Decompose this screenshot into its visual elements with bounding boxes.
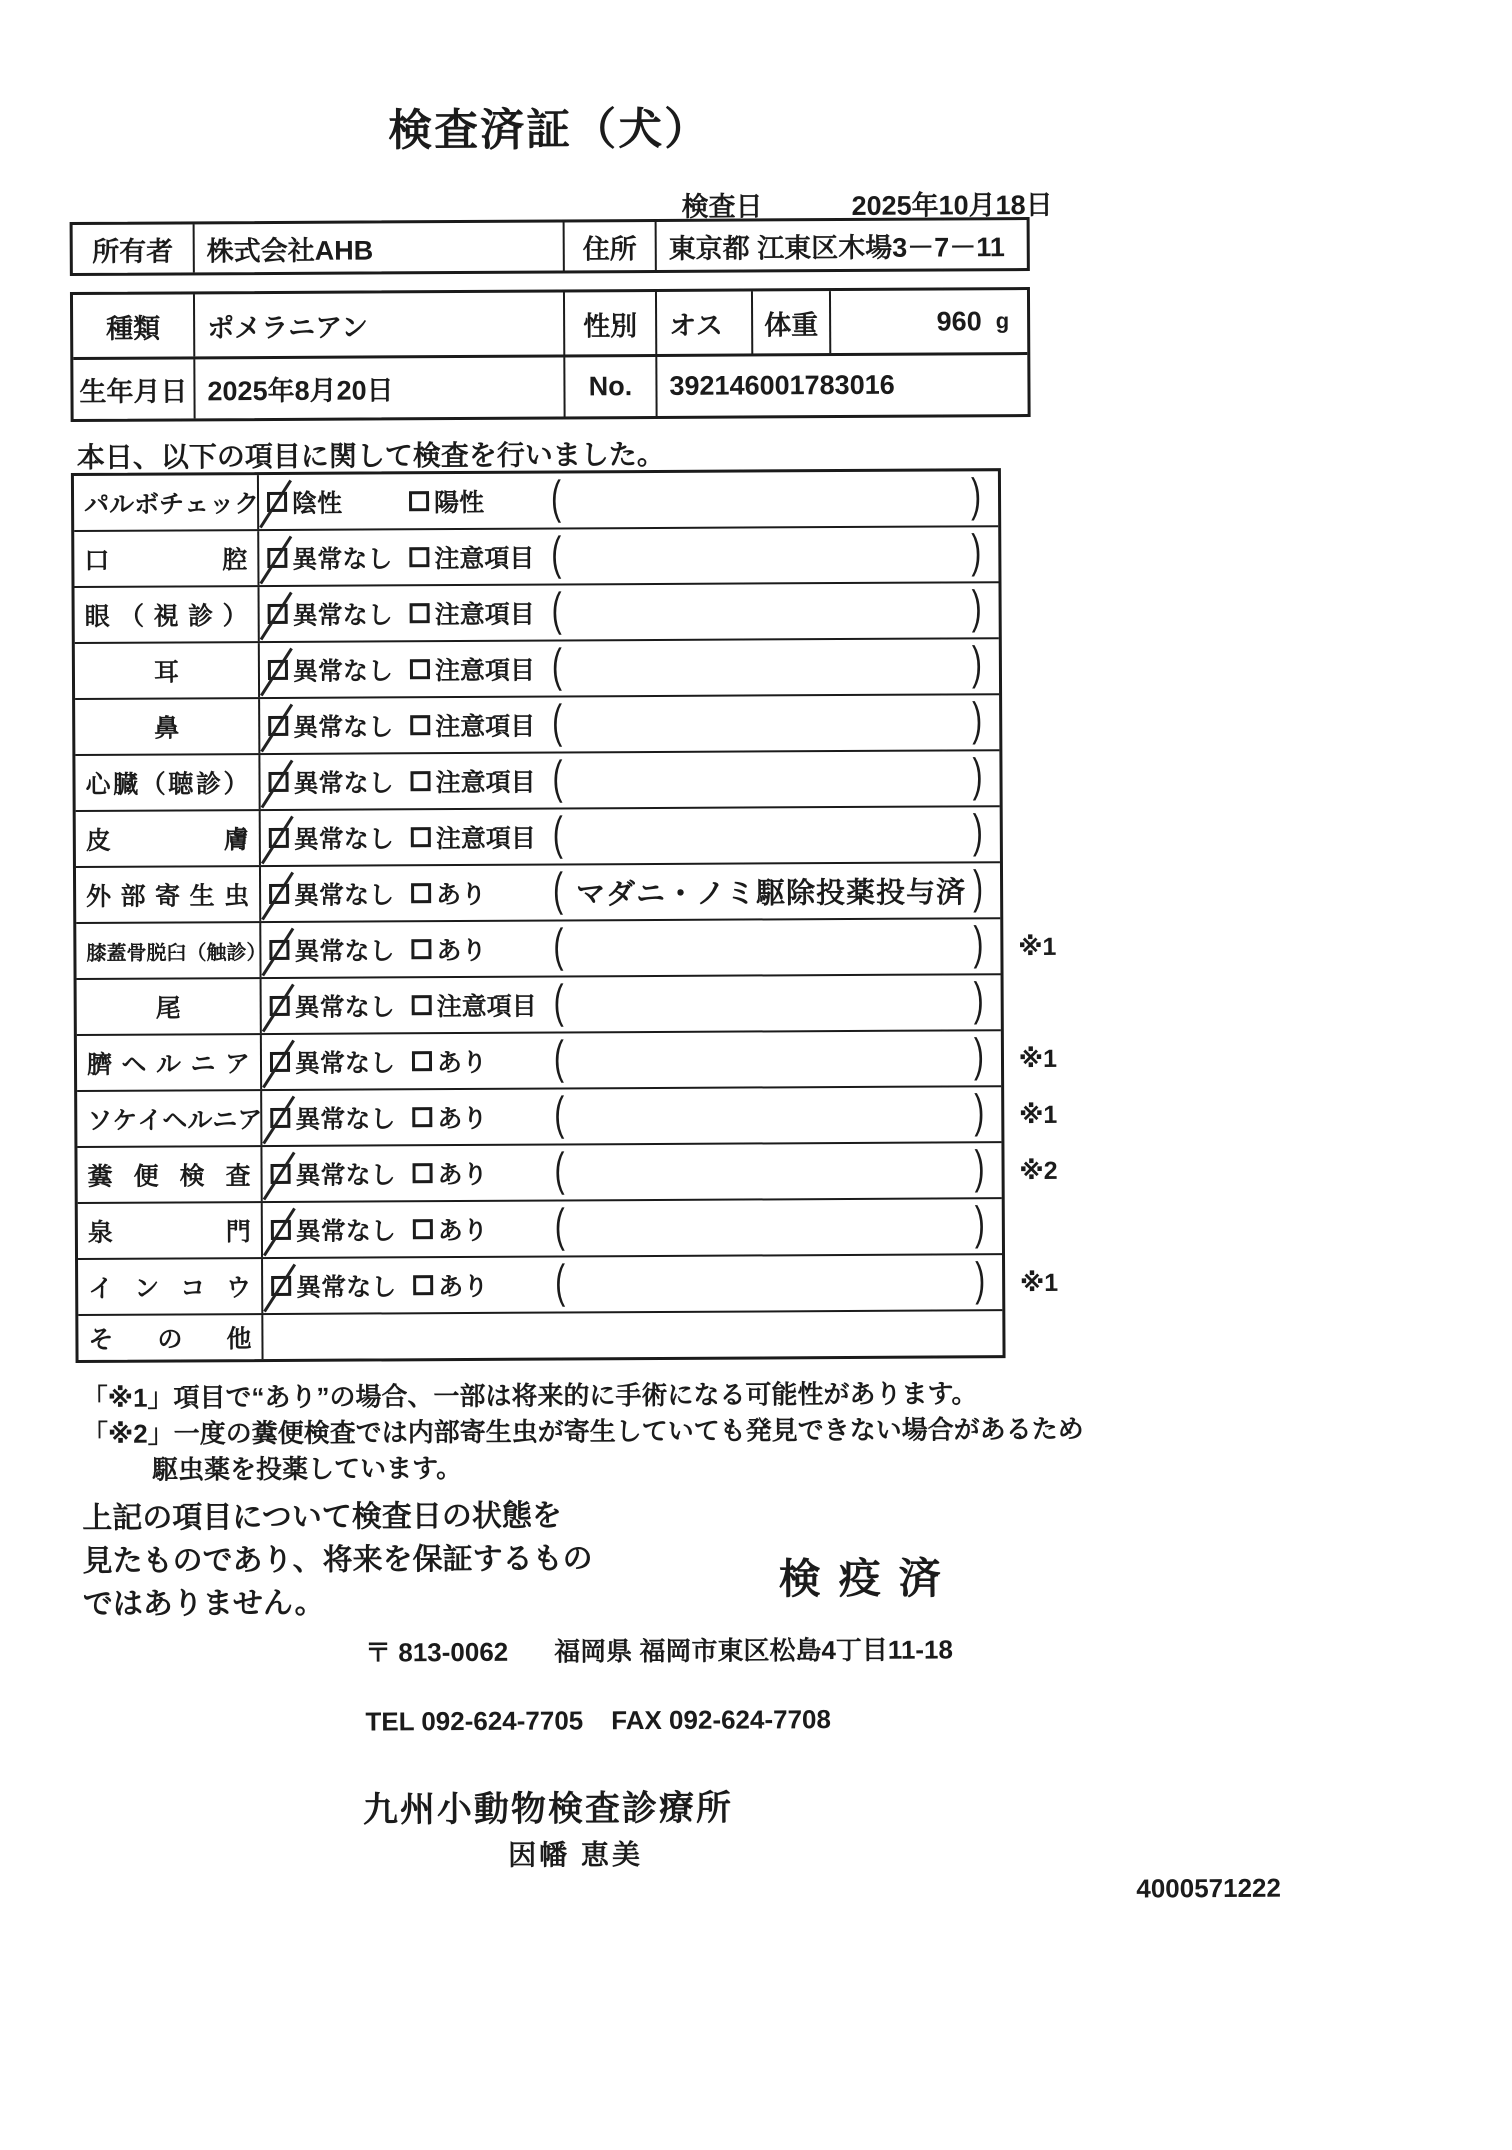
- owner-label: 所有者: [92, 236, 174, 267]
- option-label: あり: [438, 1272, 489, 1302]
- option: [411, 819, 536, 856]
- paren-close: ): [974, 1086, 985, 1138]
- paren-open: (: [553, 976, 564, 1028]
- paren-close: ): [970, 470, 982, 522]
- inspection-row: [77, 975, 1001, 1036]
- reference-mark: ※1: [1018, 1100, 1058, 1130]
- paren-open: (: [552, 696, 563, 748]
- remark-text: [573, 834, 969, 836]
- option-label: 異常なし: [294, 993, 395, 1022]
- inspection-row: [76, 918, 1057, 980]
- quarantine-stamp: 検疫済: [778, 1554, 959, 1603]
- paren-close: ): [972, 862, 984, 914]
- inspection-row: [76, 863, 1000, 924]
- weight-label: 体重: [751, 291, 829, 353]
- inspection-row: [78, 1311, 1002, 1360]
- option: [409, 483, 484, 519]
- option: [413, 1211, 488, 1247]
- option-label: 注意項目: [435, 824, 536, 854]
- inspection-item-label: 泉 門: [78, 1203, 263, 1258]
- option-label: 陽性: [433, 488, 485, 518]
- inspection-row-body: [261, 863, 1000, 921]
- option: [270, 1099, 395, 1136]
- remark-text: [573, 778, 969, 780]
- inspection-row-body: [262, 1143, 1001, 1201]
- option-label: 異常なし: [295, 1217, 396, 1246]
- inspection-row-body: [260, 583, 999, 641]
- inspection-row-body: [261, 919, 1000, 977]
- option-label: 異常なし: [296, 1273, 397, 1302]
- pet-table: [70, 287, 1031, 422]
- reference-mark: ※1: [1019, 1268, 1059, 1298]
- checkbox-icon: [412, 1107, 432, 1127]
- remark-text: [574, 1002, 970, 1004]
- inspection-item-label: ソ ケ イ ヘ ル ニ ア: [77, 1091, 262, 1146]
- paren-open: (: [551, 528, 562, 580]
- birth-label: 生年月日: [79, 376, 188, 408]
- checkbox-checked-icon: [267, 492, 287, 512]
- option-label: 異常なし: [293, 825, 394, 854]
- serial-number: 4000571222: [1136, 1872, 1282, 1904]
- breed-value: ポメラニアン: [193, 292, 563, 356]
- remark-text: [575, 1282, 971, 1284]
- paren-open: (: [554, 1200, 565, 1252]
- inspection-row: [78, 1199, 1002, 1260]
- inspection-row: [74, 527, 998, 588]
- paren-open: (: [550, 472, 562, 524]
- option-label: あり: [437, 1216, 488, 1246]
- option-label: 注意項目: [435, 768, 536, 798]
- checkbox-checked-icon: [269, 940, 289, 960]
- option-label: 異常なし: [293, 769, 394, 798]
- reference-mark: ※1: [1018, 1044, 1058, 1074]
- paren-close: ): [972, 694, 983, 746]
- paren-open: (: [554, 1144, 565, 1196]
- inspection-row: [78, 1254, 1059, 1316]
- option: [269, 875, 394, 912]
- inspection-item-label: 尾: [77, 979, 262, 1034]
- option: [270, 1155, 395, 1192]
- inspection-row-body: [262, 1087, 1001, 1145]
- checkbox-checked-icon: [267, 548, 287, 568]
- weight-unit: g: [995, 308, 1010, 334]
- inspection-row: [76, 807, 1000, 868]
- paren-open: (: [552, 864, 564, 916]
- checkbox-icon: [410, 659, 430, 679]
- option-label: あり: [436, 936, 487, 966]
- option: [267, 484, 342, 520]
- birth-value: 2025年8月20日: [193, 357, 563, 418]
- option-label: 注意項目: [434, 600, 535, 630]
- examiner-name: 因幡 恵美: [508, 1839, 644, 1871]
- checkbox-checked-icon: [271, 1220, 291, 1240]
- option-label: あり: [437, 1160, 488, 1190]
- owner-address-label: 住所: [563, 222, 655, 270]
- reference-mark: ※1: [1018, 932, 1057, 962]
- inspection-item-label: イ ン コ ウ: [78, 1259, 263, 1314]
- paren-close: ): [973, 1030, 985, 1082]
- inspection-row: [75, 751, 999, 812]
- inspection-row-body: [262, 975, 1001, 1033]
- checkbox-checked-icon: [270, 996, 290, 1016]
- inspection-item-label: 外 部 寄 生 虫: [76, 867, 261, 922]
- option: [412, 1099, 487, 1135]
- checkbox-checked-icon: [268, 604, 288, 624]
- option-label: 注意項目: [435, 712, 536, 742]
- disclaimer-text: [82, 1494, 593, 1626]
- paren-close: ): [974, 1142, 985, 1194]
- option: [268, 595, 393, 632]
- inspection-item-label: 耳: [75, 643, 260, 698]
- inspection-row: [75, 583, 999, 644]
- no-label: No.: [563, 357, 655, 416]
- paren-close: ): [972, 806, 983, 858]
- remark-text: [572, 666, 968, 668]
- paren-open: (: [552, 808, 563, 860]
- option-label: あり: [436, 1048, 488, 1078]
- inspection-row-body: [261, 807, 1000, 865]
- paren-close: ): [971, 526, 982, 578]
- inspection-table: [71, 468, 1059, 1363]
- option: [268, 707, 393, 744]
- inspection-row-body: [263, 1311, 1002, 1359]
- inspection-item-label: 糞 便 検 査: [77, 1147, 262, 1202]
- checkbox-checked-icon: [270, 1052, 290, 1072]
- inspection-item-label: そ の 他: [78, 1315, 263, 1360]
- paren-open: (: [555, 1256, 566, 1308]
- checkbox-icon: [410, 603, 430, 623]
- inspection-date-label: 検査日: [681, 191, 763, 222]
- option-label: 異常なし: [295, 1105, 396, 1134]
- remark-text: マダニ・ノミ駆除投薬投与済: [576, 876, 967, 911]
- inspection-row-body: [259, 471, 998, 529]
- no-value: 392146001783016: [655, 355, 1027, 416]
- option: [412, 1043, 487, 1079]
- footnote-2-continued: 駆虫薬を投薬しています。: [152, 1453, 463, 1485]
- clinic-tel: TEL 092-624-7705: [365, 1705, 584, 1737]
- footnote-2: 「※2」一度の糞便検査では内部寄生虫が寄生していても発見できない場合があるため: [81, 1413, 1084, 1450]
- inspection-item-label: 心 臓 （ 聴 診 ）: [75, 755, 260, 810]
- option: [268, 651, 393, 688]
- pet-row-2: [73, 352, 1027, 419]
- inspection-item-label: 口 腔: [74, 531, 259, 586]
- paren-close: ): [974, 1198, 985, 1250]
- checkbox-checked-icon: [269, 828, 289, 848]
- option: [410, 707, 535, 744]
- option: [270, 1043, 395, 1080]
- inspection-row: [75, 639, 999, 700]
- paren-close: ): [973, 918, 984, 970]
- inspection-row-body: [260, 695, 999, 753]
- checkbox-icon: [409, 547, 429, 567]
- footnote-1: 「※1」項目で“あり”の場合、一部は将来的に手術になる可能性があります。: [81, 1378, 978, 1414]
- checkbox-icon: [413, 1219, 433, 1239]
- paren-open: (: [551, 640, 563, 692]
- inspection-row: [77, 1030, 1058, 1092]
- option: [411, 875, 486, 911]
- sex-value: オス: [655, 291, 751, 354]
- option-label: 異常なし: [292, 657, 394, 686]
- checkbox-icon: [413, 1163, 433, 1183]
- checkbox-icon: [413, 1275, 433, 1295]
- clinic-name: 九州小動物検査診療所: [362, 1788, 734, 1830]
- disclaimer-line-2: 見たものであり、将来を保証するもの: [82, 1542, 593, 1579]
- option: [413, 1267, 488, 1303]
- inspection-item-label: 臍 ヘ ル ニ ア: [77, 1035, 262, 1090]
- checkbox-icon: [412, 1051, 432, 1071]
- checkbox-checked-icon: [268, 772, 288, 792]
- checkbox-icon: [410, 771, 430, 791]
- remark-text: [572, 610, 968, 612]
- option-label: あり: [437, 1104, 488, 1134]
- paren-open: (: [553, 1032, 565, 1084]
- inspection-row: [77, 1142, 1058, 1204]
- checkbox-checked-icon: [268, 660, 288, 680]
- inspection-row-body: [260, 639, 999, 697]
- inspection-item-label: 皮 膚: [76, 811, 261, 866]
- weight-value: [829, 290, 1027, 353]
- disclaimer-line-3: ではありません。: [82, 1586, 325, 1622]
- remark-text: [574, 1114, 970, 1116]
- remark-text: [572, 722, 968, 724]
- owner-value: 株式会社AHB: [193, 222, 563, 272]
- remark-text: [574, 1058, 970, 1060]
- remark-text: [573, 946, 969, 948]
- option: [268, 763, 393, 800]
- clinic-address: 福岡県 福岡市東区松島4丁目11-18: [554, 1634, 954, 1667]
- inspection-item-label: パ ル ボ チ ェ ッ ク: [74, 475, 259, 530]
- paren-close: ): [971, 582, 982, 634]
- sex-label: 性別: [563, 292, 655, 354]
- weight-number: 960: [936, 305, 982, 337]
- disclaimer-line-1: 上記の項目について検査日の状態を: [82, 1499, 562, 1536]
- option: [269, 819, 394, 856]
- owner-row: [73, 220, 1027, 273]
- checkbox-checked-icon: [271, 1164, 291, 1184]
- option-label: 異常なし: [292, 545, 393, 574]
- option: [412, 1155, 487, 1191]
- paren-close: ): [973, 974, 984, 1026]
- checkbox-checked-icon: [270, 1108, 290, 1128]
- option: [270, 987, 395, 1024]
- option: [411, 931, 486, 967]
- checkbox-icon: [411, 827, 431, 847]
- checkbox-icon: [409, 491, 429, 511]
- paren-close: ): [972, 750, 983, 802]
- inspection-row-body: [263, 1199, 1002, 1257]
- inspection-row-body: [259, 527, 998, 585]
- remark-text: [575, 1226, 971, 1228]
- inspection-row: [77, 1086, 1058, 1148]
- paren-close: ): [971, 638, 983, 690]
- option: [409, 539, 534, 576]
- pet-row-1: [73, 290, 1027, 357]
- page-title: 検査済証（犬）: [387, 104, 711, 156]
- option: [269, 931, 394, 968]
- clinic-contact-line: [365, 1704, 831, 1737]
- option: [410, 763, 535, 800]
- intro-text: 本日、以下の項目に関して検査を行いました。: [76, 438, 665, 474]
- reference-mark: ※2: [1019, 1156, 1058, 1186]
- option-label: 異常なし: [292, 601, 393, 630]
- paren-open: (: [551, 584, 562, 636]
- remark-text: [575, 1170, 971, 1172]
- checkbox-icon: [412, 995, 432, 1015]
- checkbox-checked-icon: [271, 1276, 291, 1296]
- option: [410, 595, 535, 632]
- inspection-row-body: [263, 1255, 1002, 1313]
- remark-text: [571, 554, 967, 556]
- owner-table: [70, 217, 1030, 276]
- option: [410, 651, 535, 688]
- option-label: 異常なし: [294, 1049, 396, 1078]
- remark-text: [571, 498, 967, 500]
- owner-address-value: 東京都 江東区木場3－7－11: [655, 220, 1027, 270]
- paren-open: (: [552, 752, 563, 804]
- option-label: 陰性: [291, 489, 343, 518]
- paren-close: ): [975, 1254, 986, 1306]
- inspection-item-label: 眼 （ 視 診 ）: [75, 587, 260, 642]
- option-label: 異常なし: [294, 881, 395, 910]
- inspection-date-value: 2025年10月18日: [851, 189, 1053, 221]
- option-label: 異常なし: [294, 937, 395, 966]
- option-label: 注意項目: [434, 656, 536, 686]
- option: [412, 987, 537, 1024]
- inspection-item-label: 膝 蓋 骨 脱 臼 （ 触 診 ）: [76, 923, 261, 978]
- inspection-row-body: [262, 1031, 1001, 1089]
- paren-open: (: [553, 920, 564, 972]
- checkbox-icon: [410, 715, 430, 735]
- clinic-fax: FAX 092-624-7708: [611, 1704, 832, 1736]
- checkbox-icon: [411, 939, 431, 959]
- checkbox-checked-icon: [268, 716, 288, 736]
- breed-label: 種類: [106, 313, 161, 344]
- inspection-row: [74, 471, 998, 532]
- option-label: あり: [436, 880, 487, 910]
- inspection-row-body: [260, 751, 999, 809]
- option: [267, 539, 392, 576]
- checkbox-checked-icon: [269, 884, 289, 904]
- checkbox-icon: [411, 883, 431, 903]
- option-label: 注意項目: [436, 992, 537, 1022]
- option: [271, 1267, 396, 1304]
- clinic-address-line: [365, 1629, 953, 1669]
- option-label: 注意項目: [434, 544, 535, 574]
- paren-open: (: [554, 1088, 565, 1140]
- clinic-postal-code: 〒 813-0062: [365, 1636, 509, 1668]
- option-label: 異常なし: [295, 1161, 396, 1190]
- inspection-row: [75, 695, 999, 756]
- option: [271, 1211, 396, 1248]
- option-label: 異常なし: [293, 713, 394, 742]
- inspection-item-label: 鼻: [75, 699, 260, 754]
